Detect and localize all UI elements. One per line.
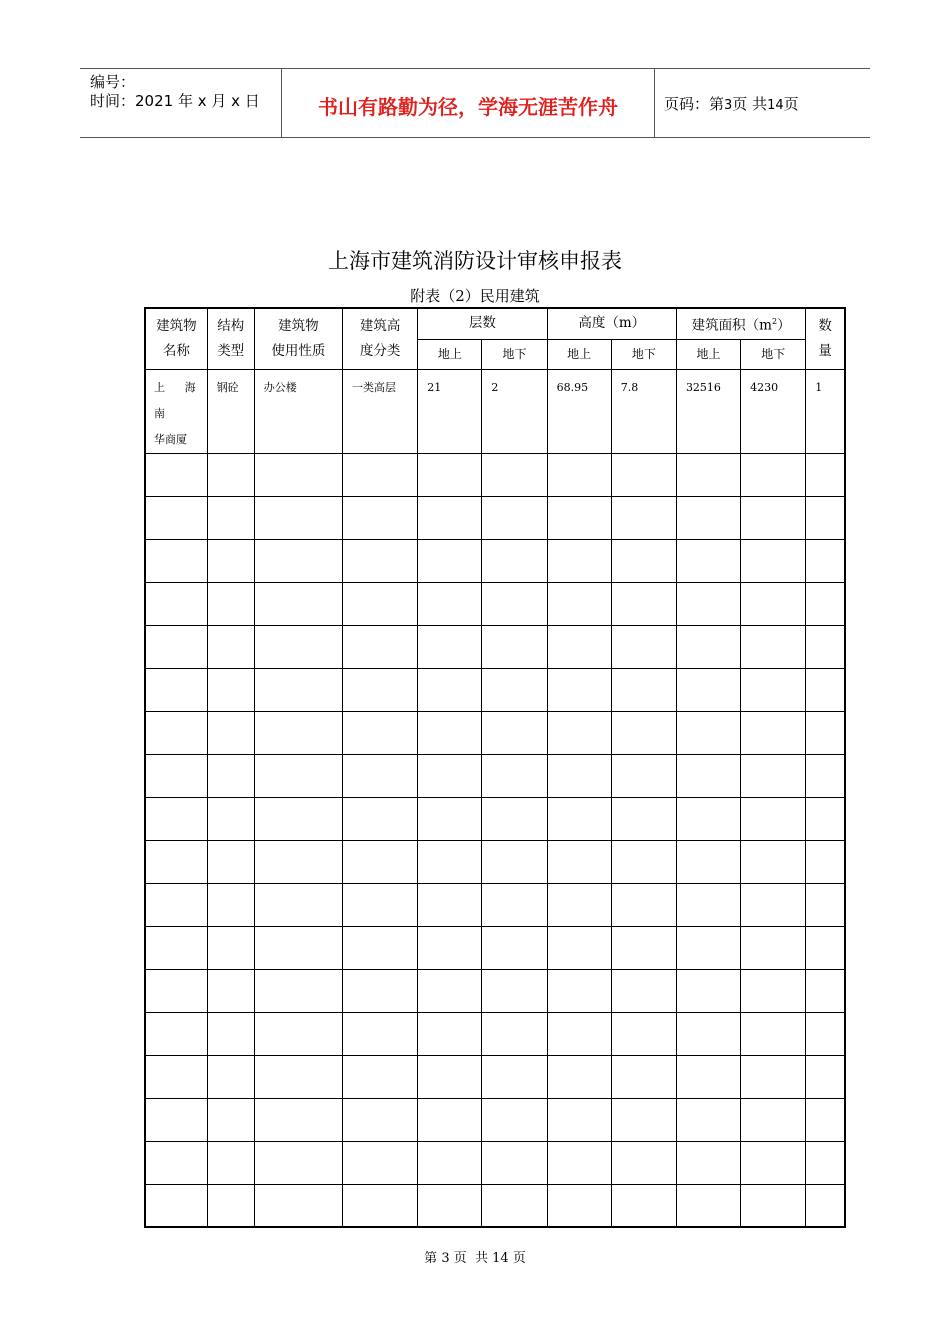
cell-use: 办公楼 (254, 369, 342, 453)
empty-cell (741, 840, 806, 883)
empty-cell (418, 797, 482, 840)
empty-cell (547, 1098, 611, 1141)
empty-cell (482, 1012, 547, 1055)
empty-cell (676, 625, 740, 668)
empty-cell (547, 582, 611, 625)
header-page-total: 14 (767, 98, 784, 113)
empty-cell (741, 926, 806, 969)
empty-cell (254, 496, 342, 539)
empty-cell (418, 1098, 482, 1141)
col-header-area: 建筑面积$(m^2)$ (676, 308, 805, 339)
building-table (144, 307, 846, 1228)
col-header-height-below: 地下 (611, 339, 676, 369)
empty-cell (207, 926, 254, 969)
empty-cell (254, 883, 342, 926)
empty-cell (806, 797, 845, 840)
empty-cell (676, 1184, 740, 1227)
empty-cell (207, 582, 254, 625)
empty-cell (806, 969, 845, 1012)
empty-table-row (145, 1098, 845, 1141)
empty-cell (254, 840, 342, 883)
form-title: 上海市建筑消防设计审核申报表 (328, 249, 622, 273)
col-header-floors: 层数 (418, 308, 547, 339)
col-header-structure: 结构 类型 (207, 308, 254, 369)
empty-cell (418, 453, 482, 496)
empty-cell (611, 1141, 676, 1184)
empty-cell (611, 926, 676, 969)
document-date: 时间：2021 年 x 月 x 日 (90, 92, 260, 110)
empty-cell (207, 840, 254, 883)
empty-cell (482, 797, 547, 840)
empty-cell (207, 1184, 254, 1227)
col-header-area-below: 地下 (741, 339, 806, 369)
empty-cell (676, 453, 740, 496)
empty-cell (547, 883, 611, 926)
empty-cell (207, 496, 254, 539)
empty-cell (145, 754, 207, 797)
document-header (80, 68, 870, 138)
empty-cell (343, 840, 418, 883)
empty-cell (418, 1141, 482, 1184)
cell-quantity: 1 (806, 369, 845, 453)
empty-cell (343, 754, 418, 797)
empty-cell (343, 1012, 418, 1055)
empty-cell (482, 496, 547, 539)
empty-cell (418, 1012, 482, 1055)
empty-cell (418, 1184, 482, 1227)
empty-cell (741, 668, 806, 711)
empty-cell (547, 1184, 611, 1227)
empty-cell (482, 668, 547, 711)
empty-cell (547, 453, 611, 496)
footer-page-total: 14 (492, 1251, 509, 1266)
empty-cell (611, 1184, 676, 1227)
empty-cell (343, 625, 418, 668)
empty-cell (343, 1141, 418, 1184)
empty-cell (145, 453, 207, 496)
cell-area-below: 4230 (741, 369, 806, 453)
empty-cell (207, 1012, 254, 1055)
empty-cell (418, 840, 482, 883)
empty-cell (676, 1141, 740, 1184)
empty-cell (611, 754, 676, 797)
col-header-quantity: 数 量 (806, 308, 845, 369)
empty-cell (741, 496, 806, 539)
empty-cell (145, 883, 207, 926)
empty-cell (611, 539, 676, 582)
empty-cell (676, 1012, 740, 1055)
empty-cell (547, 1012, 611, 1055)
empty-cell (806, 711, 845, 754)
empty-table-row (145, 926, 845, 969)
col-header-use: 建筑物 使用性质 (254, 308, 342, 369)
header-page-number: 页码：第3页 共14页 (664, 95, 799, 113)
empty-cell (482, 1184, 547, 1227)
empty-cell (145, 625, 207, 668)
empty-cell (254, 1012, 342, 1055)
empty-cell (254, 1184, 342, 1227)
empty-cell (676, 969, 740, 1012)
empty-cell (611, 1098, 676, 1141)
empty-cell (611, 453, 676, 496)
empty-cell (482, 840, 547, 883)
empty-cell (343, 1055, 418, 1098)
cell-floors-below: 2 (482, 369, 547, 453)
empty-cell (611, 840, 676, 883)
empty-cell (741, 539, 806, 582)
empty-cell (145, 711, 207, 754)
empty-cell (676, 496, 740, 539)
empty-cell (676, 754, 740, 797)
empty-cell (418, 711, 482, 754)
empty-cell (418, 496, 482, 539)
empty-table-row (145, 1012, 845, 1055)
empty-cell (418, 539, 482, 582)
empty-cell (741, 711, 806, 754)
empty-cell (806, 496, 845, 539)
empty-cell (145, 926, 207, 969)
empty-cell (145, 840, 207, 883)
empty-table-row (145, 539, 845, 582)
empty-cell (207, 969, 254, 1012)
empty-table-row (145, 582, 845, 625)
empty-cell (806, 840, 845, 883)
empty-cell (145, 797, 207, 840)
empty-table-row (145, 969, 845, 1012)
col-header-height: 高度（m） (547, 308, 676, 339)
empty-cell (482, 711, 547, 754)
empty-cell (145, 1098, 207, 1141)
empty-cell (207, 711, 254, 754)
empty-cell (676, 1098, 740, 1141)
document-code-label: 编号： (90, 73, 136, 91)
empty-cell (547, 1141, 611, 1184)
empty-cell (741, 797, 806, 840)
empty-cell (145, 969, 207, 1012)
empty-cell (418, 582, 482, 625)
empty-cell (482, 582, 547, 625)
empty-cell (611, 496, 676, 539)
col-header-height-category: 建筑高 度分类 (343, 308, 418, 369)
empty-cell (418, 754, 482, 797)
empty-table-row (145, 797, 845, 840)
empty-cell (254, 539, 342, 582)
empty-cell (482, 1098, 547, 1141)
empty-cell (806, 582, 845, 625)
empty-cell (254, 711, 342, 754)
empty-cell (741, 883, 806, 926)
empty-cell (207, 1055, 254, 1098)
empty-cell (254, 754, 342, 797)
empty-cell (207, 1141, 254, 1184)
footer-page-current: 3 (441, 1251, 450, 1266)
empty-cell (145, 1012, 207, 1055)
empty-cell (676, 840, 740, 883)
header-page-cell (654, 69, 870, 137)
empty-cell (207, 625, 254, 668)
empty-cell (145, 582, 207, 625)
cell-area-above: 32516 (676, 369, 740, 453)
empty-cell (482, 1055, 547, 1098)
empty-cell (145, 496, 207, 539)
empty-cell (418, 926, 482, 969)
empty-cell (207, 797, 254, 840)
empty-cell (418, 883, 482, 926)
empty-cell (741, 1184, 806, 1227)
empty-cell (547, 969, 611, 1012)
empty-cell (207, 883, 254, 926)
empty-cell (806, 1098, 845, 1141)
empty-cell (254, 582, 342, 625)
empty-cell (806, 1184, 845, 1227)
empty-cell (343, 582, 418, 625)
empty-table-row (145, 754, 845, 797)
page-footer: 第 3 页 共 14 页 (424, 1251, 526, 1266)
table-row (145, 369, 845, 453)
cell-height-below: 7.8 (611, 369, 676, 453)
empty-cell (741, 453, 806, 496)
empty-table-row (145, 1141, 845, 1184)
empty-cell (806, 1055, 845, 1098)
empty-cell (207, 668, 254, 711)
empty-cell (254, 668, 342, 711)
cell-structure: 钢砼 (207, 369, 254, 453)
empty-table-row (145, 668, 845, 711)
cell-height-above: 68.95 (547, 369, 611, 453)
header-motto: 书山有路勤为径，学海无涯苦作舟 (318, 95, 618, 119)
cell-height-category: 一类高层 (343, 369, 418, 453)
empty-cell (547, 797, 611, 840)
empty-cell (741, 1098, 806, 1141)
empty-table-row (145, 711, 845, 754)
empty-table-row (145, 1055, 845, 1098)
empty-table-row (145, 625, 845, 668)
empty-cell (741, 1055, 806, 1098)
empty-cell (343, 496, 418, 539)
empty-cell (611, 625, 676, 668)
header-row-1 (145, 308, 845, 339)
empty-cell (806, 453, 845, 496)
empty-cell (343, 926, 418, 969)
empty-cell (806, 754, 845, 797)
empty-cell (254, 1055, 342, 1098)
empty-cell (806, 668, 845, 711)
empty-cell (741, 582, 806, 625)
col-header-floors-above: 地上 (418, 339, 482, 369)
cell-building-name: 上海南 华商厦 (145, 369, 207, 453)
empty-cell (145, 1184, 207, 1227)
empty-cell (207, 539, 254, 582)
empty-cell (145, 539, 207, 582)
empty-cell (676, 926, 740, 969)
col-header-height-above: 地上 (547, 339, 611, 369)
empty-cell (547, 926, 611, 969)
empty-cell (254, 926, 342, 969)
empty-cell (343, 453, 418, 496)
form-subtitle: 附表（2）民用建筑 (410, 287, 540, 305)
empty-cell (343, 1098, 418, 1141)
empty-cell (741, 754, 806, 797)
empty-cell (547, 754, 611, 797)
empty-cell (418, 1055, 482, 1098)
empty-cell (806, 926, 845, 969)
empty-table-row (145, 453, 845, 496)
empty-cell (611, 797, 676, 840)
empty-cell (611, 582, 676, 625)
empty-cell (611, 883, 676, 926)
empty-cell (343, 711, 418, 754)
empty-cell (547, 1055, 611, 1098)
empty-cell (343, 883, 418, 926)
empty-cell (254, 453, 342, 496)
empty-cell (482, 969, 547, 1012)
empty-cell (676, 1055, 740, 1098)
empty-cell (676, 539, 740, 582)
empty-cell (207, 1098, 254, 1141)
empty-cell (254, 797, 342, 840)
empty-cell (482, 453, 547, 496)
header-meta-cell (80, 69, 281, 137)
empty-cell (343, 969, 418, 1012)
empty-cell (547, 539, 611, 582)
empty-cell (741, 625, 806, 668)
empty-cell (611, 1012, 676, 1055)
empty-cell (547, 625, 611, 668)
empty-cell (547, 496, 611, 539)
empty-cell (254, 1141, 342, 1184)
empty-table-row (145, 1184, 845, 1227)
header-motto-cell (281, 69, 655, 137)
empty-cell (482, 926, 547, 969)
empty-cell (482, 539, 547, 582)
empty-cell (806, 539, 845, 582)
empty-cell (611, 668, 676, 711)
empty-cell (145, 668, 207, 711)
empty-cell (741, 1012, 806, 1055)
empty-cell (676, 883, 740, 926)
empty-cell (482, 1141, 547, 1184)
empty-cell (806, 625, 845, 668)
col-header-name: 建筑物 名称 (145, 308, 207, 369)
empty-cell (676, 668, 740, 711)
empty-cell (145, 1055, 207, 1098)
empty-cell (207, 453, 254, 496)
empty-cell (806, 883, 845, 926)
empty-cell (611, 711, 676, 754)
empty-cell (547, 711, 611, 754)
empty-cell (343, 797, 418, 840)
empty-cell (145, 1141, 207, 1184)
empty-cell (418, 969, 482, 1012)
empty-cell (611, 1055, 676, 1098)
empty-cell (482, 754, 547, 797)
empty-cell (676, 711, 740, 754)
empty-cell (806, 1012, 845, 1055)
empty-cell (741, 1141, 806, 1184)
empty-cell (611, 969, 676, 1012)
empty-cell (343, 1184, 418, 1227)
empty-cell (482, 625, 547, 668)
empty-cell (418, 625, 482, 668)
header-page-current: 3 (724, 98, 733, 113)
empty-table-row (145, 840, 845, 883)
empty-cell (482, 883, 547, 926)
empty-table-row (145, 496, 845, 539)
cell-floors-above: 21 (418, 369, 482, 453)
empty-cell (547, 840, 611, 883)
empty-cell (254, 1098, 342, 1141)
empty-table-row (145, 883, 845, 926)
empty-cell (254, 969, 342, 1012)
empty-cell (806, 1141, 845, 1184)
empty-cell (676, 582, 740, 625)
empty-rows (145, 453, 845, 1227)
empty-cell (207, 754, 254, 797)
col-header-floors-below: 地下 (482, 339, 547, 369)
empty-cell (547, 668, 611, 711)
empty-cell (254, 625, 342, 668)
empty-cell (418, 668, 482, 711)
empty-cell (676, 797, 740, 840)
empty-cell (343, 668, 418, 711)
empty-cell (741, 969, 806, 1012)
col-header-area-above: 地上 (676, 339, 740, 369)
empty-cell (343, 539, 418, 582)
